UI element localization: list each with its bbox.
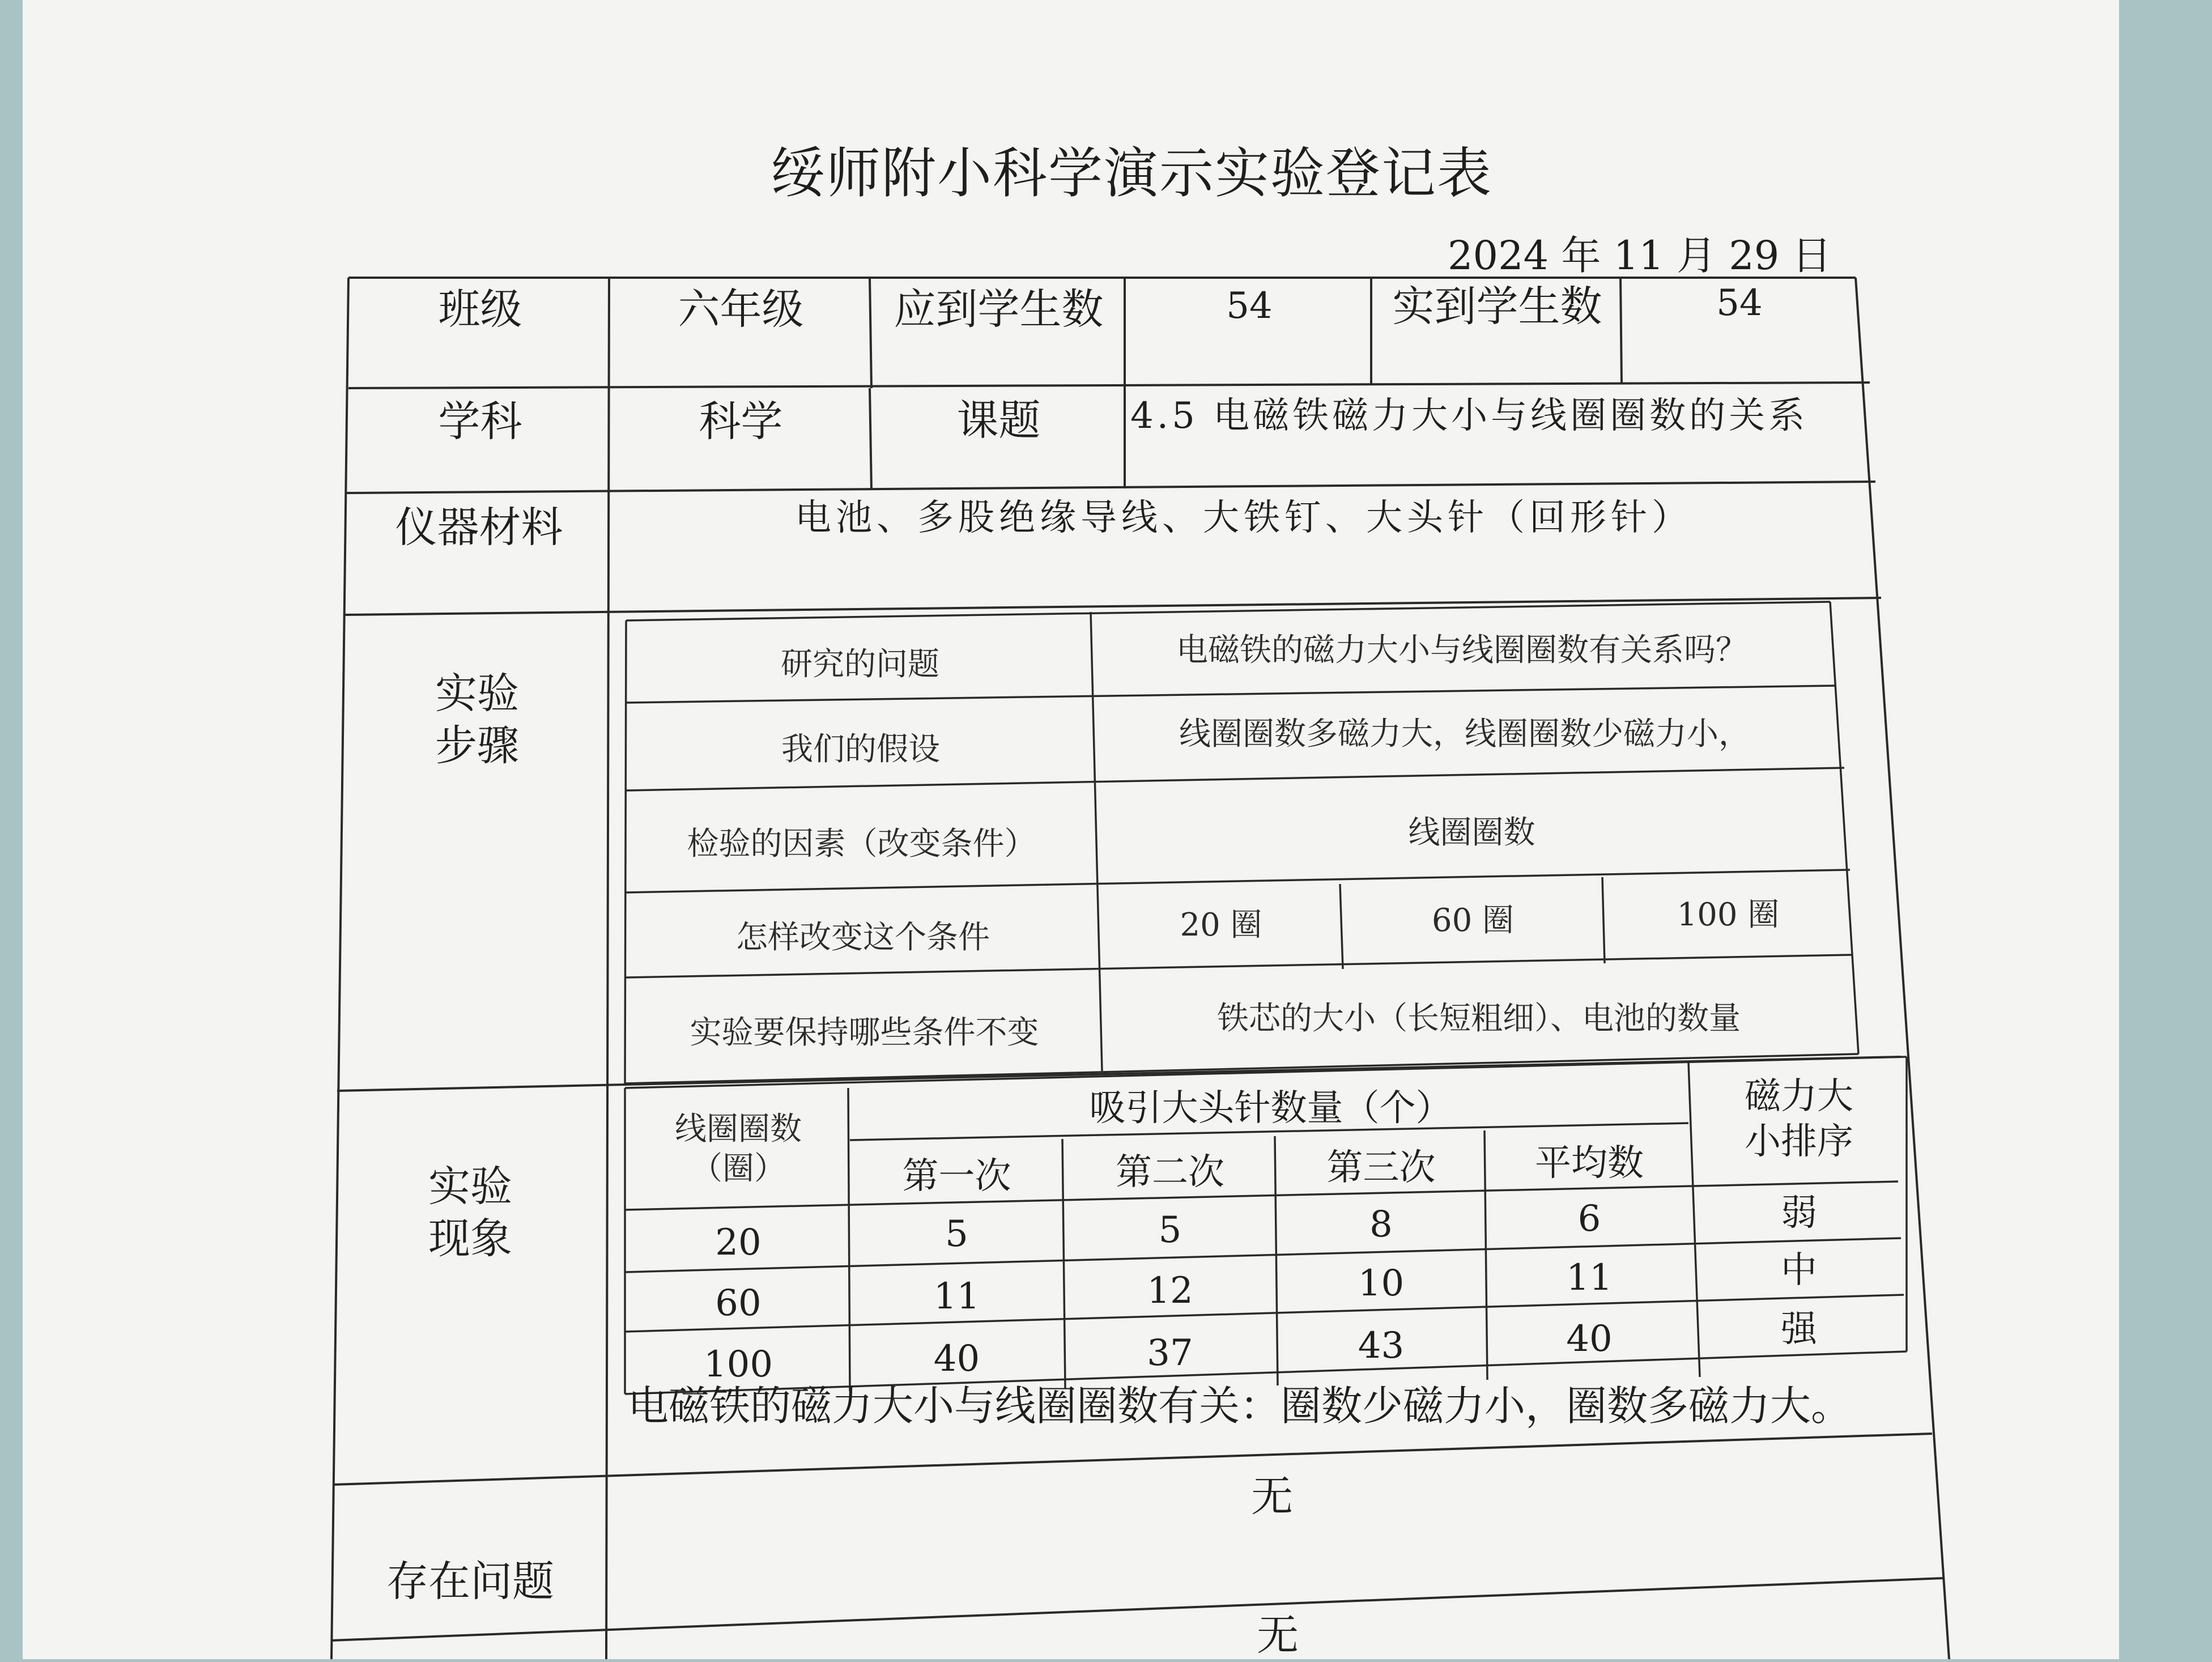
row2-trial3: 10 (1358, 1263, 1405, 1304)
factor-value: 线圈圈数 (1408, 814, 1535, 851)
topic-label: 课题 (956, 396, 1041, 445)
materials-value: 电池、多股绝缘导线、大铁钉、大头针（回形针） (795, 497, 1692, 539)
change-value-60: 60 圈 (1431, 902, 1515, 939)
phenomenon-label (340, 1145, 601, 1281)
class-label: 班级 (438, 285, 522, 334)
row1-trial1: 5 (945, 1213, 968, 1255)
constant-label: 实验要保持哪些条件不变 (690, 1014, 1039, 1051)
steps-label-line2: 步骤 (435, 721, 519, 770)
topic-value: 4.5 电磁铁磁力大小与线圈圈数的关系 (1130, 394, 1809, 437)
materials-label: 仪器材料 (395, 503, 563, 552)
row3-coils: 100 (703, 1343, 773, 1385)
trial1-header: 第一次 (902, 1155, 1011, 1197)
hypothesis-value: 线圈圈数多磁力大，线圈圈数少磁力小， (1179, 715, 1750, 753)
class-value: 六年级 (678, 285, 804, 334)
rank-header (1694, 1060, 1904, 1179)
change-value-100: 100 圈 (1677, 896, 1780, 933)
row3-rank: 强 (1781, 1308, 1817, 1350)
trial3-header: 第三次 (1326, 1147, 1436, 1189)
problems-value-above: 无 (1251, 1472, 1293, 1521)
problems-label: 存在问题 (386, 1557, 554, 1606)
row1-coils: 20 (715, 1221, 762, 1264)
row3-trial1: 40 (933, 1337, 980, 1380)
phenomenon-label-line2: 现象 (428, 1214, 512, 1263)
problems-value-below: 无 (1257, 1611, 1299, 1660)
row3-trial3: 43 (1358, 1324, 1405, 1367)
row2-coils: 60 (715, 1282, 762, 1324)
row2-trial2: 12 (1147, 1270, 1193, 1312)
row1-average: 6 (1577, 1197, 1601, 1240)
row3-trial2: 37 (1147, 1332, 1193, 1374)
coils-header (628, 1091, 849, 1207)
steps-label (347, 657, 607, 782)
row1-trial2: 5 (1158, 1209, 1182, 1251)
question-value: 电磁铁的磁力大小与线圈圈数有关系吗？ (1176, 631, 1747, 669)
conclusion-text: 电磁铁的磁力大小与线圈圈数有关：圈数少磁力小，圈数多磁力大。 (628, 1382, 1852, 1430)
row3-average: 40 (1566, 1317, 1613, 1360)
steps-label-line1: 实验 (435, 669, 519, 718)
subject-label: 学科 (438, 397, 522, 446)
row2-trial1: 11 (933, 1276, 980, 1317)
expected-students-label: 应到学生数 (894, 285, 1104, 334)
row1-rank: 弱 (1781, 1192, 1817, 1234)
trial2-header: 第二次 (1116, 1151, 1224, 1193)
row1-trial3: 8 (1369, 1203, 1393, 1246)
actual-students-label: 实到学生数 (1392, 282, 1602, 331)
factor-label: 检验的因素（改变条件） (687, 826, 1036, 862)
hypothesis-label: 我们的假设 (781, 730, 940, 768)
row2-average: 11 (1566, 1257, 1613, 1299)
row2-rank: 中 (1781, 1249, 1817, 1291)
change-value-20: 20 圈 (1180, 906, 1262, 943)
pins-count-header: 吸引大头针数量（个） (1089, 1087, 1452, 1129)
subject-value: 科学 (699, 397, 783, 446)
coils-header-line2: （圈） (691, 1150, 786, 1187)
coils-header-line1: 线圈圈数 (675, 1110, 802, 1147)
form-date: 2024 年 11 月 29 日 (1448, 232, 1832, 279)
average-header: 平均数 (1535, 1142, 1644, 1184)
expected-students-value: 54 (1226, 285, 1273, 327)
rank-header-line1: 磁力大 (1745, 1076, 1853, 1117)
rank-header-line2: 小排序 (1745, 1121, 1853, 1163)
change-label: 怎样改变这个条件 (736, 919, 990, 956)
phenomenon-label-line1: 实验 (428, 1162, 512, 1211)
form-title: 绥师附小科学演示实验登记表 (771, 142, 1492, 205)
question-label: 研究的问题 (781, 645, 939, 683)
actual-students-value: 54 (1716, 282, 1763, 324)
constant-value: 铁芯的大小（长短粗细）、电池的数量 (1217, 1000, 1741, 1037)
